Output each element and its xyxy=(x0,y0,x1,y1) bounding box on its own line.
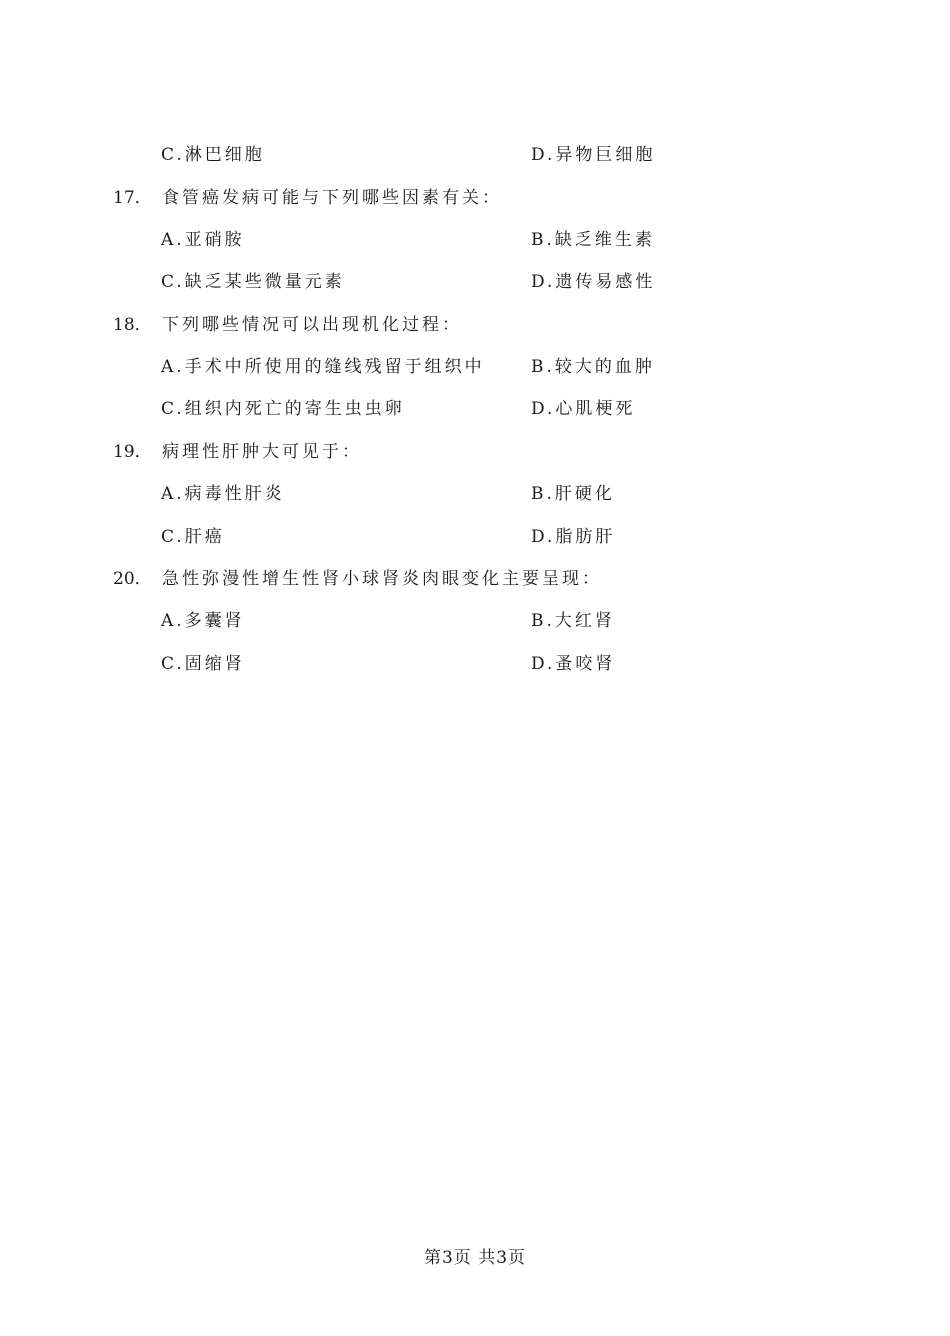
question-number: 17． xyxy=(113,188,152,208)
question-number: 18． xyxy=(113,315,152,335)
option-d: D.蚤咬肾 xyxy=(531,654,616,674)
option-c: C.肝癌 xyxy=(161,527,225,547)
option-c: C.缺乏某些微量元素 xyxy=(161,272,345,292)
option-c: C.组织内死亡的寄生虫虫卵 xyxy=(161,399,405,419)
option-b: B.肝硬化 xyxy=(531,484,615,504)
option-a: A.多囊肾 xyxy=(161,611,245,631)
option-d: D.心肌梗死 xyxy=(531,399,636,419)
question-number: 19． xyxy=(113,442,152,462)
option-a: A.病毒性肝炎 xyxy=(161,484,285,504)
option-d: D.遗传易感性 xyxy=(531,272,656,292)
option-b: B.缺乏维生素 xyxy=(531,230,655,250)
option-c: C.固缩肾 xyxy=(161,654,245,674)
option-d: D.异物巨细胞 xyxy=(531,145,656,165)
question-number: 20． xyxy=(113,569,152,589)
option-d: D.脂肪肝 xyxy=(531,527,616,547)
question-text: 食管癌发病可能与下列哪些因素有关： xyxy=(162,188,502,208)
question-text: 病理性肝肿大可见于： xyxy=(162,442,362,462)
option-a: A.亚硝胺 xyxy=(161,230,245,250)
option-a: A.手术中所使用的缝线残留于组织中 xyxy=(161,357,485,377)
page-footer: 第3页 共3页 xyxy=(423,1248,527,1268)
question-text: 下列哪些情况可以出现机化过程： xyxy=(162,315,462,335)
option-b: B.较大的血肿 xyxy=(531,357,655,377)
option-b: B.大红肾 xyxy=(531,611,615,631)
question-text: 急性弥漫性增生性肾小球肾炎肉眼变化主要呈现： xyxy=(162,569,602,589)
option-c: C.淋巴细胞 xyxy=(161,145,265,165)
